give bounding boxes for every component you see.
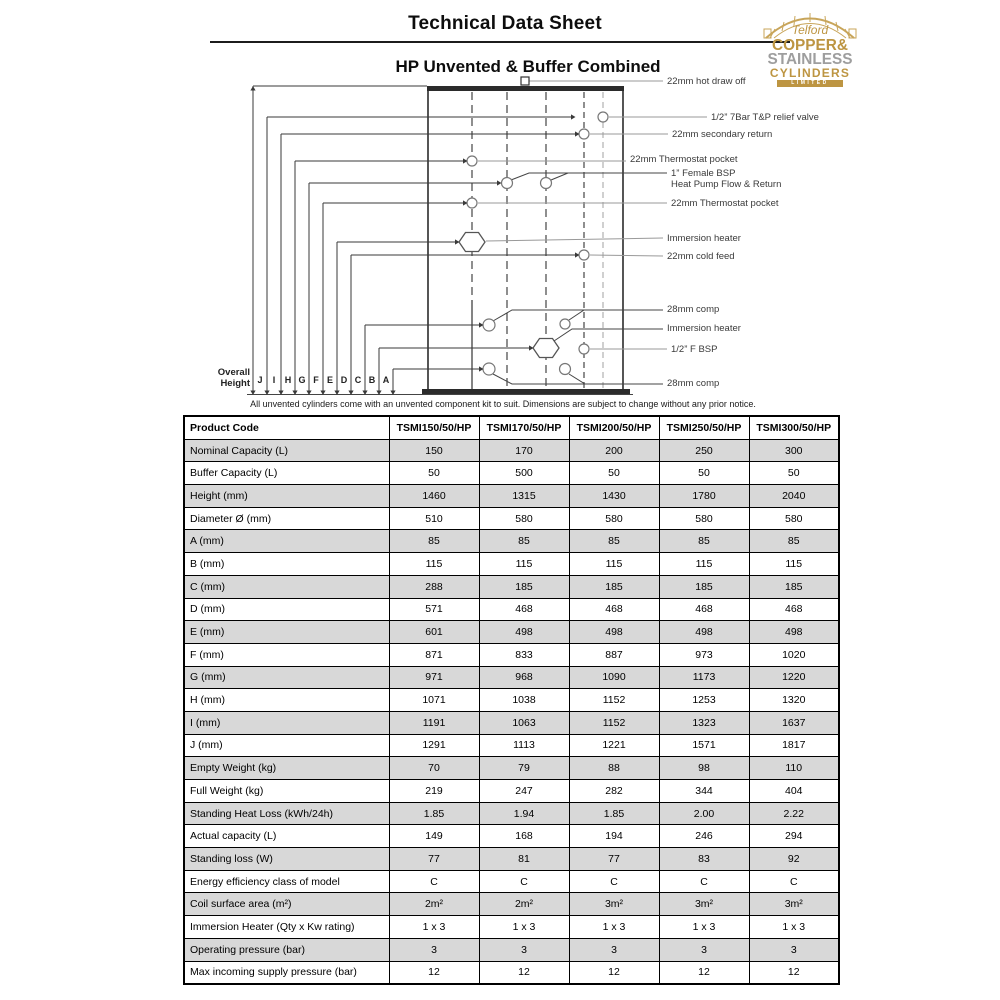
comp-upper-left-fitting	[483, 319, 495, 331]
cell-value: 282	[569, 780, 659, 803]
cell-value: 344	[659, 780, 749, 803]
dimension-letter-D: D	[340, 375, 348, 385]
cell-value: 115	[659, 553, 749, 576]
cell-value: 85	[389, 530, 479, 553]
cell-value: 3	[749, 938, 839, 961]
cell-value: 1152	[569, 711, 659, 734]
cell-value: 498	[749, 621, 839, 644]
row-label: H (mm)	[184, 689, 389, 712]
immersion-heater-2-fitting	[533, 339, 559, 358]
cell-value: 498	[659, 621, 749, 644]
cell-value: 1152	[569, 689, 659, 712]
column-header-product-code: Product Code	[184, 416, 389, 439]
cell-value: 1.85	[569, 802, 659, 825]
cell-value: 288	[389, 575, 479, 598]
cell-value: 77	[569, 848, 659, 871]
thermostat-pocket-1-label: 22mm Thermostat pocket	[630, 154, 738, 165]
table-row	[184, 780, 839, 803]
fitting-labels	[630, 76, 819, 389]
table-row	[184, 439, 839, 462]
cell-value: 12	[659, 961, 749, 984]
cell-value: 1020	[749, 643, 839, 666]
cell-value: 1 x 3	[659, 916, 749, 939]
table-row	[184, 666, 839, 689]
table-row	[184, 530, 839, 553]
dimension-letter-I: I	[272, 375, 276, 385]
relief-valve-label: 1/2” 7Bar T&P relief valve	[711, 112, 819, 123]
table-row	[184, 893, 839, 916]
cell-value: 2m²	[479, 893, 569, 916]
cell-value: 115	[389, 553, 479, 576]
cell-value: 110	[749, 757, 839, 780]
table-row	[184, 507, 839, 530]
cell-value: 1 x 3	[479, 916, 569, 939]
cell-value: 1291	[389, 734, 479, 757]
cell-value: 250	[659, 439, 749, 462]
cell-value: 971	[389, 666, 479, 689]
cell-value: 85	[659, 530, 749, 553]
dimension-letter-E: E	[326, 375, 334, 385]
cell-value: 88	[569, 757, 659, 780]
cell-value: 2.22	[749, 802, 839, 825]
row-label: Immersion Heater (Qty x Kw rating)	[184, 916, 389, 939]
dimension-line-B	[529, 345, 534, 350]
cell-value: 580	[659, 507, 749, 530]
logo-brand-text: Telford	[791, 23, 829, 37]
cell-value: 833	[479, 643, 569, 666]
logo-stainless-text: STAINLESS	[767, 51, 853, 68]
cell-value: C	[479, 870, 569, 893]
f-bsp-fitting	[579, 344, 589, 354]
cell-value: 200	[569, 439, 659, 462]
table-row	[184, 553, 839, 576]
cell-value: 1 x 3	[389, 916, 479, 939]
immersion-heater-1-fitting	[459, 233, 485, 252]
dimension-letter-J: J	[257, 375, 263, 385]
cell-value: 85	[479, 530, 569, 553]
thermostat-pocket-1-fitting	[467, 156, 477, 166]
cell-value: 468	[749, 598, 839, 621]
cell-value: 498	[569, 621, 659, 644]
row-label: F (mm)	[184, 643, 389, 666]
cell-value: 1063	[479, 711, 569, 734]
row-label: Full Weight (kg)	[184, 780, 389, 803]
cell-value: 50	[749, 462, 839, 485]
table-row	[184, 462, 839, 485]
overall-height-label-line1: Overall	[217, 367, 250, 378]
cell-value: 1.94	[479, 802, 569, 825]
cell-value: 1430	[569, 485, 659, 508]
cell-value: 2040	[749, 485, 839, 508]
cell-value: 1571	[659, 734, 749, 757]
cell-value: 50	[389, 462, 479, 485]
cell-value: 3m²	[659, 893, 749, 916]
cell-value: 1 x 3	[749, 916, 839, 939]
hot-draw-off-label: 22mm hot draw off	[667, 76, 746, 87]
page-subtitle: HP Unvented & Buffer Combined	[395, 57, 661, 76]
heat-pump-flow-fitting	[502, 178, 513, 189]
f-bsp-label: 1/2” F BSP	[671, 344, 718, 355]
cell-value: 580	[569, 507, 659, 530]
spec-table-body	[184, 439, 839, 984]
cell-value: 1038	[479, 689, 569, 712]
cell-value: 50	[659, 462, 749, 485]
immersion-heater-2-label: Immersion heater	[667, 323, 741, 334]
cell-value: 194	[569, 825, 659, 848]
logo-cylinders-text: CYLINDERS	[769, 66, 851, 80]
overall-height-label-line2: Height	[220, 378, 250, 389]
female-bsp-label-line2: Heat Pump Flow & Return	[671, 179, 782, 190]
row-label: B (mm)	[184, 553, 389, 576]
cell-value: 1817	[749, 734, 839, 757]
cell-value: 115	[569, 553, 659, 576]
cell-value: 168	[479, 825, 569, 848]
cell-value: 3	[659, 938, 749, 961]
table-row	[184, 621, 839, 644]
cell-value: 70	[389, 757, 479, 780]
female-bsp-label-line1: 1” Female BSP	[671, 168, 736, 179]
dimension-lines	[257, 114, 579, 395]
row-label: Buffer Capacity (L)	[184, 462, 389, 485]
dimension-line-E	[455, 239, 460, 244]
footnote: All unvented cylinders come with an unvented component kit to suit. Dimensions are subject to change without any prior notice.	[250, 399, 756, 409]
cell-value: 81	[479, 848, 569, 871]
column-header-model: TSMI150/50/HP	[389, 416, 479, 439]
row-label: Standing loss (W)	[184, 848, 389, 871]
table-row	[184, 938, 839, 961]
cell-value: 968	[479, 666, 569, 689]
column-header-model: TSMI200/50/HP	[569, 416, 659, 439]
overall-height-dimension	[218, 86, 633, 395]
cell-value: 510	[389, 507, 479, 530]
cell-value: 92	[749, 848, 839, 871]
cell-value: 871	[389, 643, 479, 666]
comp-upper-right-fitting	[560, 319, 570, 329]
cell-value: 77	[389, 848, 479, 871]
cell-value: 580	[479, 507, 569, 530]
cell-value: 185	[479, 575, 569, 598]
immersion-heater-1-label: Immersion heater	[667, 233, 741, 244]
dimension-letter-H: H	[284, 375, 292, 385]
table-row	[184, 825, 839, 848]
cell-value: 1191	[389, 711, 479, 734]
table-row	[184, 757, 839, 780]
cell-value: 12	[479, 961, 569, 984]
cell-value: 2.00	[659, 802, 749, 825]
cell-value: 1113	[479, 734, 569, 757]
comp-lower-left-fitting	[483, 363, 495, 375]
page-title: Technical Data Sheet	[408, 13, 602, 34]
cell-value: C	[389, 870, 479, 893]
cell-value: 300	[749, 439, 839, 462]
cell-value: 571	[389, 598, 479, 621]
cell-value: 2m²	[389, 893, 479, 916]
row-label: Empty Weight (kg)	[184, 757, 389, 780]
table-row	[184, 734, 839, 757]
cell-value: 185	[569, 575, 659, 598]
cell-value: 185	[659, 575, 749, 598]
cell-value: 1315	[479, 485, 569, 508]
cell-value: 1320	[749, 689, 839, 712]
dimension-letter-G: G	[298, 375, 306, 385]
table-row	[184, 689, 839, 712]
row-label: I (mm)	[184, 711, 389, 734]
cell-value: 1090	[569, 666, 659, 689]
cell-value: 1460	[389, 485, 479, 508]
cell-value: 1.85	[389, 802, 479, 825]
cell-value: 50	[569, 462, 659, 485]
column-header-model: TSMI170/50/HP	[479, 416, 569, 439]
column-header-model: TSMI300/50/HP	[749, 416, 839, 439]
secondary-return-label: 22mm secondary return	[672, 129, 773, 140]
cell-value: 3m²	[749, 893, 839, 916]
cell-value: 115	[479, 553, 569, 576]
row-label: Max incoming supply pressure (bar)	[184, 961, 389, 984]
comp-lower-right-fitting	[560, 364, 571, 375]
cell-value: 580	[749, 507, 839, 530]
cell-value: 12	[389, 961, 479, 984]
table-row	[184, 961, 839, 984]
row-label: A (mm)	[184, 530, 389, 553]
cell-value: 500	[479, 462, 569, 485]
cell-value: 3	[479, 938, 569, 961]
cell-value: 887	[569, 643, 659, 666]
row-label: Diameter Ø (mm)	[184, 507, 389, 530]
dimension-letter-A: A	[382, 375, 390, 385]
dimension-line-J	[571, 114, 576, 119]
row-label: Standing Heat Loss (kWh/24h)	[184, 802, 389, 825]
row-label: J (mm)	[184, 734, 389, 757]
cell-value: 1173	[659, 666, 749, 689]
spec-table-head	[184, 416, 839, 439]
cell-value: 404	[749, 780, 839, 803]
logo-limited-badge: LIMITED	[777, 80, 843, 87]
table-row	[184, 711, 839, 734]
connection-fittings	[459, 77, 608, 375]
cell-value: 170	[479, 439, 569, 462]
cell-value: 149	[389, 825, 479, 848]
heat-pump-return-fitting	[541, 178, 552, 189]
row-label: Nominal Capacity (L)	[184, 439, 389, 462]
cell-value: 85	[569, 530, 659, 553]
cell-value: 294	[749, 825, 839, 848]
comp-lower-label: 28mm comp	[667, 378, 720, 389]
row-label: Operating pressure (bar)	[184, 938, 389, 961]
row-label: G (mm)	[184, 666, 389, 689]
column-header-model: TSMI250/50/HP	[659, 416, 749, 439]
row-label: Coil surface area (m²)	[184, 893, 389, 916]
table-row	[184, 643, 839, 666]
cell-value: 3	[389, 938, 479, 961]
cell-value: 185	[749, 575, 839, 598]
header-row	[184, 416, 839, 439]
spec-table	[183, 415, 840, 985]
row-label: E (mm)	[184, 621, 389, 644]
thermostat-pocket-2-fitting	[467, 198, 477, 208]
cell-value: 3m²	[569, 893, 659, 916]
row-label: Height (mm)	[184, 485, 389, 508]
cell-value: 150	[389, 439, 479, 462]
row-label: C (mm)	[184, 575, 389, 598]
cell-value: 468	[569, 598, 659, 621]
cell-value: 115	[749, 553, 839, 576]
cell-value: 98	[659, 757, 749, 780]
hot-draw-off-fitting	[521, 77, 529, 85]
cell-value: 1 x 3	[569, 916, 659, 939]
cell-value: 79	[479, 757, 569, 780]
comp-upper-label: 28mm comp	[667, 304, 720, 315]
thermostat-pocket-2-label: 22mm Thermostat pocket	[671, 198, 779, 209]
row-label: D (mm)	[184, 598, 389, 621]
cell-value: 3	[569, 938, 659, 961]
secondary-return-fitting	[579, 129, 589, 139]
table-row	[184, 870, 839, 893]
row-label: Actual capacity (L)	[184, 825, 389, 848]
table-row	[184, 916, 839, 939]
dimension-letter-C: C	[354, 375, 362, 385]
cell-value: 1637	[749, 711, 839, 734]
cell-value: C	[569, 870, 659, 893]
cell-value: 219	[389, 780, 479, 803]
cell-value: 246	[659, 825, 749, 848]
cell-value: 12	[569, 961, 659, 984]
cold-feed-label: 22mm cold feed	[667, 251, 735, 262]
cell-value: 247	[479, 780, 569, 803]
cell-value: 973	[659, 643, 749, 666]
dimension-line-G	[497, 180, 502, 185]
cylinder-diagram	[0, 0, 1000, 415]
table-row	[184, 575, 839, 598]
cell-value: 468	[479, 598, 569, 621]
cell-value: 1780	[659, 485, 749, 508]
cell-value: C	[659, 870, 749, 893]
relief-valve-fitting	[598, 112, 608, 122]
dimension-letter-B: B	[368, 375, 376, 385]
cell-value: 601	[389, 621, 479, 644]
dimension-letter-F: F	[313, 375, 319, 385]
cell-value: 85	[749, 530, 839, 553]
cell-value: 1220	[749, 666, 839, 689]
table-row	[184, 848, 839, 871]
table-row	[184, 485, 839, 508]
table-row	[184, 598, 839, 621]
cell-value: 83	[659, 848, 749, 871]
cell-value: 468	[659, 598, 749, 621]
cell-value: 1071	[389, 689, 479, 712]
cell-value: C	[749, 870, 839, 893]
cell-value: 498	[479, 621, 569, 644]
table-row	[184, 802, 839, 825]
logo-copper-text: COPPER&	[772, 37, 848, 54]
cell-value: 1221	[569, 734, 659, 757]
cell-value: 1323	[659, 711, 749, 734]
cell-value: 12	[749, 961, 839, 984]
row-label: Energy efficiency class of model	[184, 870, 389, 893]
cell-value: 1253	[659, 689, 749, 712]
cold-feed-fitting	[579, 250, 589, 260]
